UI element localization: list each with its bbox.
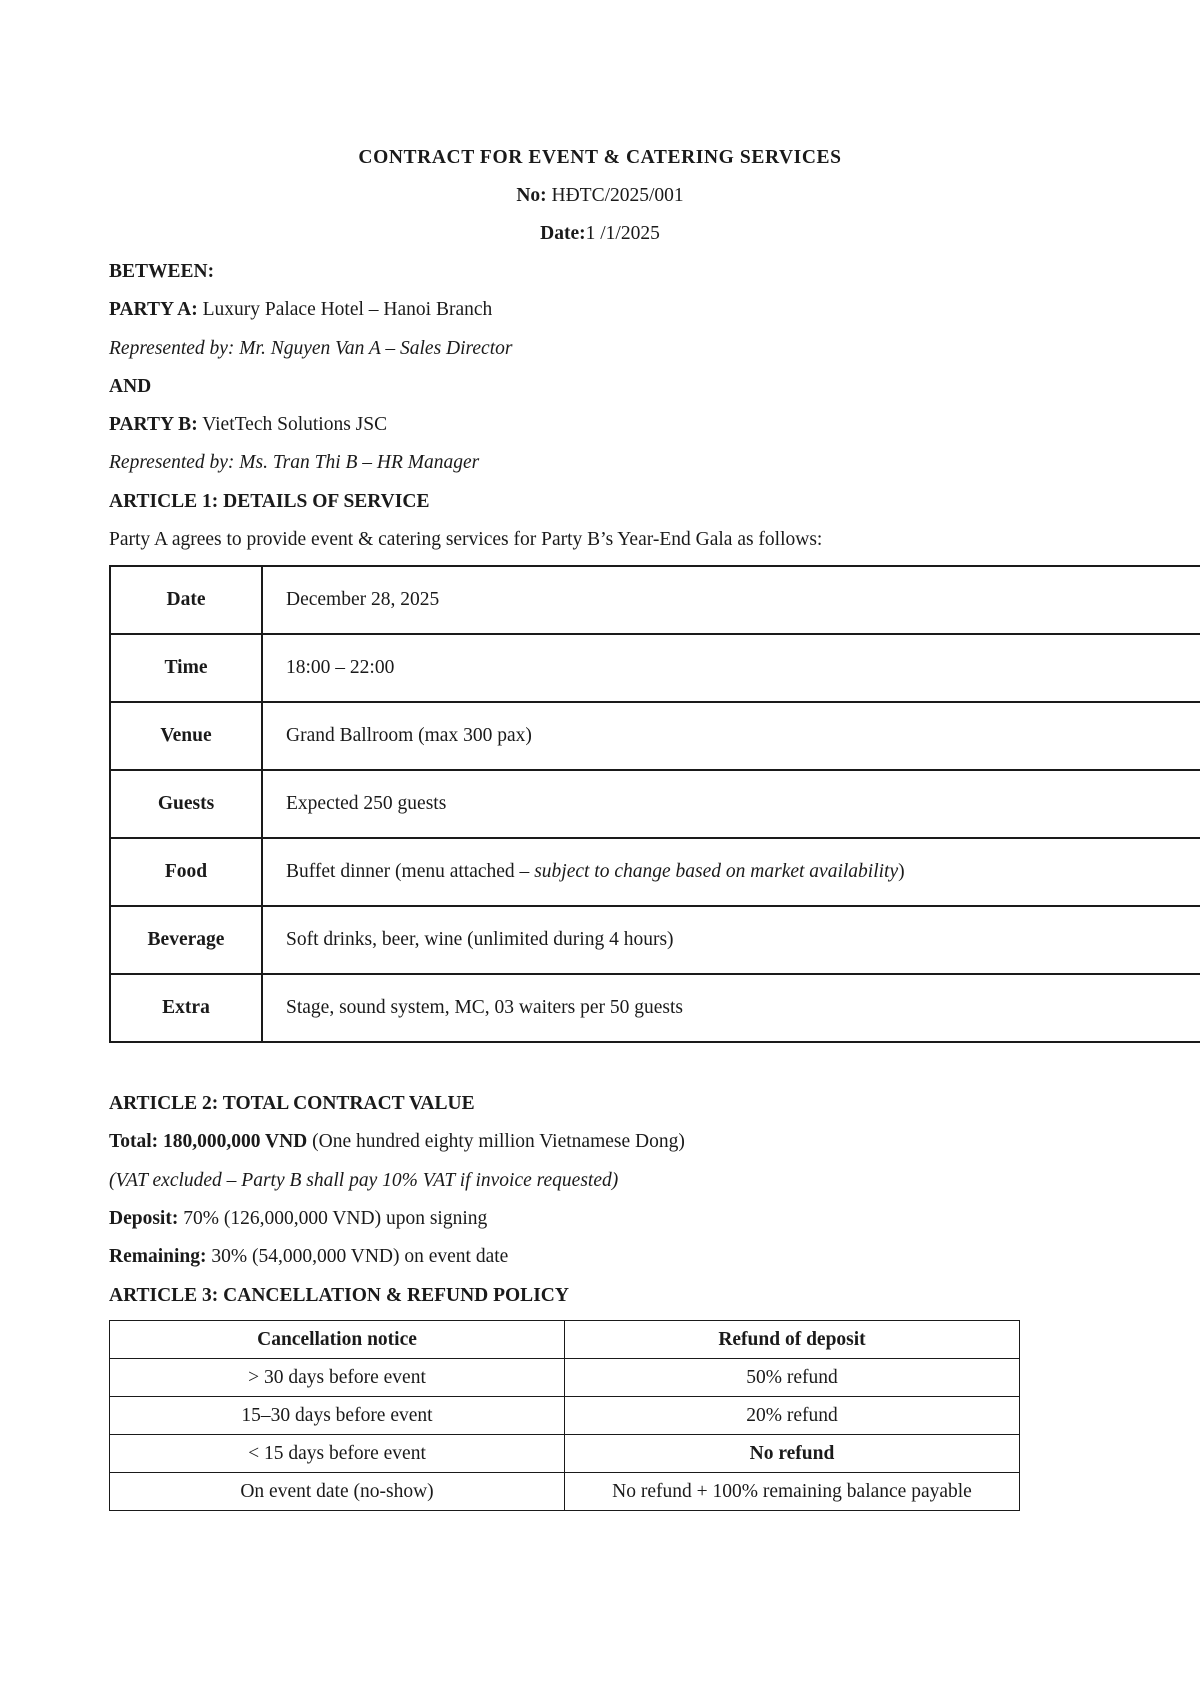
and-heading: AND xyxy=(109,376,152,397)
service-row-value: Soft drinks, beer, wine (unlimited during 4 hours) xyxy=(262,906,1200,974)
party-a-name: Luxury Palace Hotel – Hanoi Branch xyxy=(197,299,493,320)
table-row xyxy=(110,770,1200,838)
table-row xyxy=(110,1473,1020,1511)
service-row-value: Stage, sound system, MC, 03 waiters per 50 guests xyxy=(262,974,1200,1042)
party-a xyxy=(109,298,492,322)
table-row xyxy=(110,566,1200,634)
food-value-text: Buffet dinner (menu attached – xyxy=(286,861,535,882)
service-row-label: Venue xyxy=(110,702,262,770)
contract-date xyxy=(0,222,1200,246)
article-1-heading: ARTICLE 1: DETAILS OF SERVICE xyxy=(109,491,430,512)
food-value-close: ) xyxy=(898,861,905,882)
refund-cell: 20% refund xyxy=(565,1397,1020,1435)
service-row-label: Extra xyxy=(110,974,262,1042)
deposit xyxy=(109,1207,487,1231)
remaining xyxy=(109,1245,508,1269)
contract-date-value: 1 /1/2025 xyxy=(585,223,660,244)
table-row xyxy=(110,906,1200,974)
table-row xyxy=(110,838,1200,906)
service-row-label: Beverage xyxy=(110,906,262,974)
total-label: Total: 180,000,000 VND xyxy=(109,1131,308,1152)
total-in-words: (One hundred eighty million Vietnamese Dong) xyxy=(307,1131,685,1152)
document-title: CONTRACT FOR EVENT & CATERING SERVICES xyxy=(358,147,842,168)
column-header-refund: Refund of deposit xyxy=(565,1321,1020,1359)
party-a-representative: Represented by: Mr. Nguyen Van A – Sales Director xyxy=(109,338,513,359)
service-row-value xyxy=(262,838,1200,906)
contract-number-value: HĐTC/2025/001 xyxy=(546,185,684,206)
cancellation-policy-table xyxy=(109,1320,1020,1511)
party-b-name: VietTech Solutions JSC xyxy=(197,414,388,435)
article-1-intro: Party A agrees to provide event & catering services for Party B’s Year-End Gala as follows: xyxy=(109,529,823,550)
deposit-value: 70% (126,000,000 VND) upon signing xyxy=(178,1208,488,1229)
total-value xyxy=(109,1130,685,1154)
service-row-label: Food xyxy=(110,838,262,906)
service-row-value: December 28, 2025 xyxy=(262,566,1200,634)
party-a-label: PARTY A: xyxy=(109,299,198,320)
remaining-label: Remaining: xyxy=(109,1246,207,1267)
service-row-value: Grand Ballroom (max 300 pax) xyxy=(262,702,1200,770)
refund-cell: 50% refund xyxy=(565,1359,1020,1397)
service-row-label: Time xyxy=(110,634,262,702)
party-b-label: PARTY B: xyxy=(109,414,198,435)
table-row xyxy=(110,702,1200,770)
table-row xyxy=(110,1435,1020,1473)
service-row-label: Date xyxy=(110,566,262,634)
cancellation-notice-cell: < 15 days before event xyxy=(110,1435,565,1473)
party-b xyxy=(109,413,387,437)
table-row xyxy=(110,634,1200,702)
column-header-notice: Cancellation notice xyxy=(110,1321,565,1359)
food-value-note: subject to change based on market availability xyxy=(534,861,899,882)
service-row-label: Guests xyxy=(110,770,262,838)
cancellation-notice-cell: On event date (no-show) xyxy=(110,1473,565,1511)
contract-number xyxy=(0,184,1200,208)
cancellation-notice-cell: > 30 days before event xyxy=(110,1359,565,1397)
contract-date-label: Date: xyxy=(540,223,586,244)
table-row xyxy=(110,1397,1020,1435)
service-row-value: Expected 250 guests xyxy=(262,770,1200,838)
article-2-heading: ARTICLE 2: TOTAL CONTRACT VALUE xyxy=(109,1093,475,1114)
table-header-row xyxy=(110,1321,1020,1359)
service-row-value: 18:00 – 22:00 xyxy=(262,634,1200,702)
article-3-heading: ARTICLE 3: CANCELLATION & REFUND POLICY xyxy=(109,1285,569,1306)
table-row xyxy=(110,1359,1020,1397)
refund-cell: No refund + 100% remaining balance payable xyxy=(565,1473,1020,1511)
cancellation-notice-cell: 15–30 days before event xyxy=(110,1397,565,1435)
vat-note: (VAT excluded – Party B shall pay 10% VAT if invoice requested) xyxy=(109,1170,619,1191)
between-heading: BETWEEN: xyxy=(109,261,215,282)
remaining-value: 30% (54,000,000 VND) on event date xyxy=(206,1246,509,1267)
contract-number-label: No: xyxy=(516,185,547,206)
deposit-label: Deposit: xyxy=(109,1208,179,1229)
party-b-representative: Represented by: Ms. Tran Thi B – HR Manager xyxy=(109,452,480,473)
service-details-table xyxy=(109,565,1200,1043)
table-row xyxy=(110,974,1200,1042)
refund-cell: No refund xyxy=(565,1435,1020,1473)
